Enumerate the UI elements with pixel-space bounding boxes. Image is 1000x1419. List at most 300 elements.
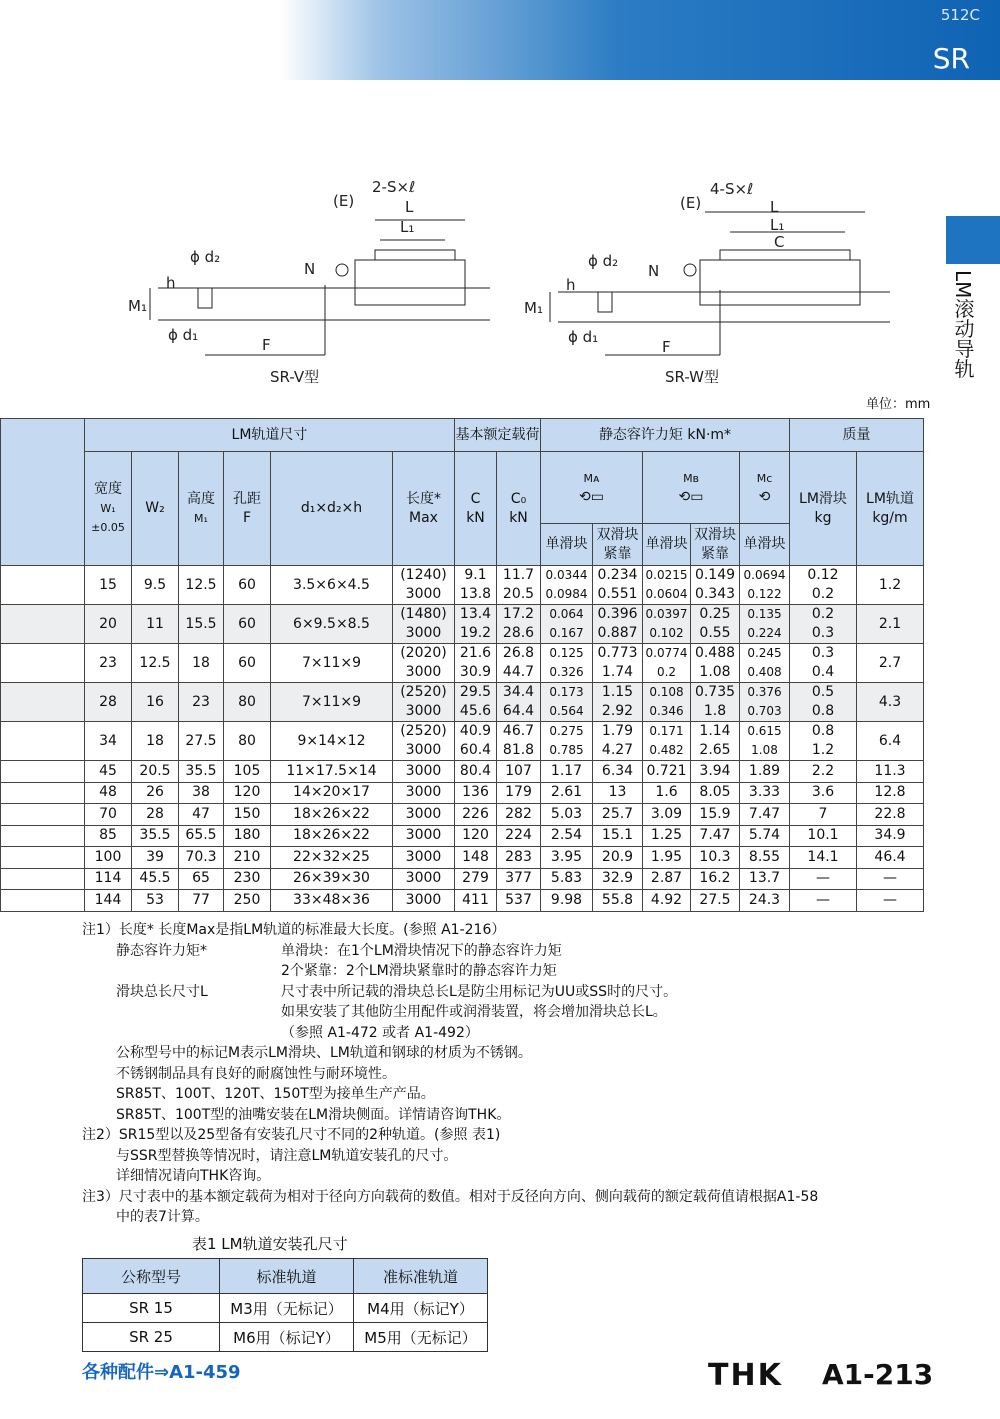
- table-cell: 25.7: [593, 804, 643, 826]
- cell-f: 80: [224, 683, 271, 722]
- cell-len: (1480): [393, 605, 455, 625]
- table-row: [1, 782, 924, 804]
- label-f: F: [262, 336, 271, 354]
- cell-mc: 0.224: [740, 624, 790, 644]
- table-cell: 11×17.5×14: [271, 761, 393, 783]
- cell-dh: 9×14×12: [271, 722, 393, 761]
- table-cell: 3.95: [541, 847, 593, 869]
- table-cell: 32.9: [593, 868, 643, 890]
- cell-w2: 9.5: [132, 566, 179, 605]
- table-cell: 2.87: [643, 868, 691, 890]
- note-3b: 中的表7计算。: [116, 1209, 209, 1225]
- caption-sr-w: SR-W型: [665, 368, 719, 386]
- table-cell: 33×48×36: [271, 890, 393, 912]
- unit-label: 单位：mm: [866, 397, 931, 412]
- cell-w1: 23: [85, 644, 132, 683]
- note-material-3: SR85T、100T、120T、150T型为接单生产产品。: [116, 1086, 435, 1102]
- table-cell: 20.5: [132, 761, 179, 783]
- table-cell: —: [790, 890, 857, 912]
- note-2: 注2）SR15型以及25型备有安装孔尺寸不同的2种轨道。(参照 表1): [82, 1127, 501, 1143]
- cell-mc: 1.08: [740, 741, 790, 761]
- table-cell: 1.25: [643, 825, 691, 847]
- cell-mb2: 1.14: [691, 722, 740, 742]
- note-1: 注1）长度* 长度Max是指LM轨道的标准最大长度。(参照 A1-216）: [82, 922, 506, 938]
- label-d2: ϕ d₂: [190, 248, 221, 266]
- table-cell: 105: [224, 761, 271, 783]
- label-e: (E): [333, 192, 355, 210]
- table-cell: 38: [179, 782, 224, 804]
- label-e: (E): [680, 194, 702, 212]
- cell-rail: 2.7: [857, 644, 924, 683]
- margin-cell: [1, 890, 85, 912]
- table1-title: 表1 LM轨道安装孔尺寸: [192, 1235, 348, 1253]
- t1-head-standard: 标准轨道: [220, 1259, 354, 1294]
- cell-ma1: 0.125: [541, 644, 593, 664]
- table-row: [1, 566, 924, 586]
- cell-ma1: 0.785: [541, 741, 593, 761]
- side-tab-marker: [946, 216, 1000, 264]
- table-cell: 230: [224, 868, 271, 890]
- table-cell: 114: [85, 868, 132, 890]
- cell-mb2: 0.343: [691, 585, 740, 605]
- note-moment-title: 静态容许力矩*: [116, 942, 207, 959]
- table-cell: 136: [455, 782, 497, 804]
- ma-label: Mᴀ: [583, 471, 600, 485]
- sub-mb-single: 单滑块: [643, 524, 691, 566]
- table-cell: 65.5: [179, 825, 224, 847]
- col-c-unit: kN: [466, 509, 485, 526]
- table-cell: 537: [497, 890, 541, 912]
- cell-c: 29.5: [455, 683, 497, 703]
- t1-head-semi: 准标准轨道: [354, 1259, 488, 1294]
- table-cell: 9.98: [541, 890, 593, 912]
- col-w1-unit: W₁ ±0.05: [91, 502, 125, 534]
- diagram-sr-w: [520, 170, 900, 390]
- cell-dh: 3.5×6×4.5: [271, 566, 393, 605]
- table-cell: 15.1: [593, 825, 643, 847]
- table-cell: 279: [455, 868, 497, 890]
- table-cell: 3.6: [790, 782, 857, 804]
- table-cell: 1.89: [740, 761, 790, 783]
- cell-rail: 2.1: [857, 605, 924, 644]
- label-c: C: [774, 233, 785, 251]
- note-length-title: 滑块总长尺寸L: [116, 983, 208, 1000]
- cell-f: 80: [224, 722, 271, 761]
- cell-ma1: 0.564: [541, 702, 593, 722]
- table-cell: —: [857, 868, 924, 890]
- table-row: [1, 804, 924, 826]
- group-rail-dims: LM轨道尺寸: [85, 419, 455, 452]
- table-cell: 14.1: [790, 847, 857, 869]
- label-f: F: [662, 338, 671, 356]
- cell-w2: 16: [132, 683, 179, 722]
- cell-len: (2020): [393, 644, 455, 664]
- table-cell: 35.5: [179, 761, 224, 783]
- cell-ma2: 0.773: [593, 644, 643, 664]
- cell-mb1: 0.0604: [643, 585, 691, 605]
- margin-cell: [1, 825, 85, 847]
- note-2b: 与SSR型替换等情况时，请注意LM轨道安装孔的尺寸。: [116, 1147, 458, 1164]
- table-cell: 24.3: [740, 890, 790, 912]
- header-bar: [0, 0, 1000, 80]
- table-cell: 14×20×17: [271, 782, 393, 804]
- label-s: 4-S×ℓ: [710, 180, 754, 198]
- table-cell: 10.1: [790, 825, 857, 847]
- col-w1: [85, 452, 132, 566]
- cell-mb1: 0.482: [643, 741, 691, 761]
- cell-mb2: 1.8: [691, 702, 740, 722]
- note-length-1: 尺寸表中所记载的滑块总长L是防尘用标记为UU或SS时的尺寸。: [281, 983, 678, 1000]
- table-cell: 4.92: [643, 890, 691, 912]
- table-cell: 8.55: [740, 847, 790, 869]
- col-rail-unit: kg/m: [872, 509, 908, 526]
- cell-ma1: 0.326: [541, 663, 593, 683]
- cell-c: 30.9: [455, 663, 497, 683]
- col-block-label: LM滑块: [799, 490, 847, 507]
- cell-mb2: 0.735: [691, 683, 740, 703]
- cell-c0: 81.8: [497, 741, 541, 761]
- table-cell: 3000: [393, 825, 455, 847]
- cell-blk: 0.3: [790, 624, 857, 644]
- table-cell: 20.9: [593, 847, 643, 869]
- cell-w2: 12.5: [132, 644, 179, 683]
- table-cell: 55.8: [593, 890, 643, 912]
- col-m1-label: 高度: [187, 490, 215, 507]
- cell-m1: 23: [179, 683, 224, 722]
- t1-cell: SR 25: [83, 1323, 220, 1352]
- col-length-unit: Max: [409, 509, 438, 526]
- cell-w2: 18: [132, 722, 179, 761]
- margin-cell: [1, 782, 85, 804]
- label-d1: ϕ d₁: [168, 326, 199, 344]
- table-cell: 3000: [393, 782, 455, 804]
- cell-len: (2520): [393, 722, 455, 742]
- table-cell: 226: [455, 804, 497, 826]
- note-3: 注3）尺寸表中的基本额定载荷为相对于径向方向载荷的数值。相对于反径向方向、侧向载荷的额定载荷值请根据A1-58: [82, 1188, 819, 1205]
- table-cell: 1.17: [541, 761, 593, 783]
- table-cell: 80.4: [455, 761, 497, 783]
- table-cell: 3000: [393, 868, 455, 890]
- cell-f: 60: [224, 566, 271, 605]
- table-cell: 5.83: [541, 868, 593, 890]
- col-m1-unit: M₁: [194, 511, 208, 525]
- margin-cell: [1, 722, 85, 761]
- mc-rotation-icon: ⟲: [758, 488, 771, 505]
- table-cell: 1.95: [643, 847, 691, 869]
- table-cell: 45.5: [132, 868, 179, 890]
- table-cell: 3000: [393, 761, 455, 783]
- cell-m1: 15.5: [179, 605, 224, 644]
- table-cell: 2.54: [541, 825, 593, 847]
- table-row: [1, 683, 924, 703]
- table-cell: 150: [224, 804, 271, 826]
- cell-blk: 0.5: [790, 683, 857, 703]
- cell-c: 40.9: [455, 722, 497, 742]
- cell-blk: 0.4: [790, 663, 857, 683]
- col-length: [393, 452, 455, 566]
- label-d1: ϕ d₁: [568, 328, 599, 346]
- table-row: [1, 847, 924, 869]
- label-m1: M₁: [128, 297, 147, 315]
- note-length-3: （参照 A1-472 或者 A1-492）: [281, 1024, 479, 1041]
- table-cell: 18×26×22: [271, 825, 393, 847]
- cell-mb2: 0.488: [691, 644, 740, 664]
- table-cell: 2.2: [790, 761, 857, 783]
- table-cell: 282: [497, 804, 541, 826]
- table-cell: 283: [497, 847, 541, 869]
- cell-c: 21.6: [455, 644, 497, 664]
- cell-c0: 44.7: [497, 663, 541, 683]
- col-dh: d₁×d₂×h: [271, 452, 393, 566]
- table-cell: 1.6: [643, 782, 691, 804]
- table-row: [1, 605, 924, 625]
- cell-mb1: 0.0774: [643, 644, 691, 664]
- table-cell: 65: [179, 868, 224, 890]
- t1-cell: M5用（无标记）: [354, 1323, 488, 1352]
- cell-mc: 0.245: [740, 644, 790, 664]
- caption-sr-v: SR-V型: [270, 368, 320, 386]
- accessories-link[interactable]: 各种配件⇒A1-459: [82, 1362, 241, 1383]
- table1: [82, 1258, 488, 1352]
- cell-mb1: 0.346: [643, 702, 691, 722]
- table-cell: 7: [790, 804, 857, 826]
- col-c-label: C: [470, 490, 481, 507]
- cell-len: 3000: [393, 741, 455, 761]
- cell-len: 3000: [393, 663, 455, 683]
- table-cell: 250: [224, 890, 271, 912]
- label-n: N: [648, 262, 660, 280]
- label-h: h: [166, 274, 176, 292]
- spec-table: [0, 418, 924, 912]
- margin-cell: [1, 644, 85, 683]
- t1-head-model: 公称型号: [83, 1259, 220, 1294]
- cell-ma2: 0.887: [593, 624, 643, 644]
- label-d2: ϕ d₂: [588, 252, 619, 270]
- col-c0-label: C₀: [510, 490, 527, 507]
- t1-cell: M4用（标记Y）: [354, 1294, 488, 1323]
- cell-blk: 0.2: [790, 605, 857, 625]
- cell-dh: 6×9.5×8.5: [271, 605, 393, 644]
- cell-f: 60: [224, 605, 271, 644]
- cell-mc: 0.408: [740, 663, 790, 683]
- col-f-unit: F: [242, 509, 252, 526]
- cell-c0: 26.8: [497, 644, 541, 664]
- table-cell: 411: [455, 890, 497, 912]
- cell-ma2: 0.551: [593, 585, 643, 605]
- cell-c0: 28.6: [497, 624, 541, 644]
- col-rail-label: LM轨道: [866, 490, 914, 507]
- cell-w1: 20: [85, 605, 132, 644]
- sub-ma-single: 单滑块: [541, 524, 593, 566]
- table-cell: —: [790, 868, 857, 890]
- cell-m1: 12.5: [179, 566, 224, 605]
- table-cell: 180: [224, 825, 271, 847]
- col-length-label: 长度*: [406, 490, 441, 507]
- table-cell: 120: [224, 782, 271, 804]
- t1-row: [83, 1294, 488, 1323]
- col-ma: [541, 452, 643, 524]
- cell-ma2: 0.234: [593, 566, 643, 586]
- table-cell: 16.2: [691, 868, 740, 890]
- table-cell: 144: [85, 890, 132, 912]
- table-cell: 45: [85, 761, 132, 783]
- table-cell: 13.7: [740, 868, 790, 890]
- cell-c0: 34.4: [497, 683, 541, 703]
- cell-mb2: 0.149: [691, 566, 740, 586]
- cell-blk: 0.12: [790, 566, 857, 586]
- table-cell: 28: [132, 804, 179, 826]
- cell-ma1: 0.064: [541, 605, 593, 625]
- table-row: [1, 868, 924, 890]
- cell-c0: 46.7: [497, 722, 541, 742]
- cell-mc: 0.122: [740, 585, 790, 605]
- sub-mc-single: 单滑块: [740, 524, 790, 566]
- cell-ma2: 4.27: [593, 741, 643, 761]
- table-cell: 85: [85, 825, 132, 847]
- cell-rail: 4.3: [857, 683, 924, 722]
- note-2c: 详细情况请向THK咨询。: [116, 1168, 271, 1184]
- table-cell: 48: [85, 782, 132, 804]
- col-c: [455, 452, 497, 566]
- table-cell: 15.9: [691, 804, 740, 826]
- cell-mb2: 2.65: [691, 741, 740, 761]
- table-row: [1, 890, 924, 912]
- cell-rail: 1.2: [857, 566, 924, 605]
- cell-w2: 11: [132, 605, 179, 644]
- cell-mb1: 0.108: [643, 683, 691, 703]
- margin-cell: [1, 566, 85, 605]
- t1-cell: M6用（标记Y）: [220, 1323, 354, 1352]
- table-cell: 22×32×25: [271, 847, 393, 869]
- table-cell: 100: [85, 847, 132, 869]
- cell-ma2: 1.15: [593, 683, 643, 703]
- cell-dh: 7×11×9: [271, 644, 393, 683]
- table-cell: 70.3: [179, 847, 224, 869]
- cell-dh: 7×11×9: [271, 683, 393, 722]
- cell-blk: 1.2: [790, 741, 857, 761]
- cell-m1: 18: [179, 644, 224, 683]
- cell-mb2: 0.55: [691, 624, 740, 644]
- cell-blk: 0.8: [790, 702, 857, 722]
- table-row: [1, 761, 924, 783]
- table-cell: 10.3: [691, 847, 740, 869]
- table-cell: 148: [455, 847, 497, 869]
- note-moment-2: 2个紧靠：2个LM滑块紧靠时的静态容许力矩: [281, 963, 557, 979]
- cell-w1: 15: [85, 566, 132, 605]
- table-cell: 3.09: [643, 804, 691, 826]
- margin-cell: [1, 847, 85, 869]
- margin-cell: [1, 683, 85, 722]
- cell-ma1: 0.0984: [541, 585, 593, 605]
- col-w2: W₂: [132, 452, 179, 566]
- table-cell: 53: [132, 890, 179, 912]
- series-title: SR: [932, 42, 970, 75]
- cell-ma2: 2.92: [593, 702, 643, 722]
- col-f: [224, 452, 271, 566]
- cell-f: 60: [224, 644, 271, 683]
- table-cell: 7.47: [740, 804, 790, 826]
- cell-ma1: 0.167: [541, 624, 593, 644]
- thk-logo: THK: [708, 1358, 783, 1393]
- cell-mb1: 0.171: [643, 722, 691, 742]
- margin-cell: [1, 804, 85, 826]
- cell-mc: 0.615: [740, 722, 790, 742]
- sub-mb-double: 双滑块紧靠: [691, 524, 740, 566]
- cell-ma2: 1.74: [593, 663, 643, 683]
- cell-mb1: 0.2: [643, 663, 691, 683]
- table-cell: 5.03: [541, 804, 593, 826]
- group-moment: 静态容许力矩 kN·m*: [541, 419, 790, 452]
- table-cell: —: [857, 890, 924, 912]
- table-cell: 39: [132, 847, 179, 869]
- side-tab-label: LM滚动导轨: [951, 270, 975, 379]
- col-mc: [740, 452, 790, 524]
- table-cell: 0.721: [643, 761, 691, 783]
- cell-mc: 0.376: [740, 683, 790, 703]
- cell-blk: 0.2: [790, 585, 857, 605]
- mb-rotation-icon: ⟲▭: [678, 488, 704, 505]
- table-cell: 12.8: [857, 782, 924, 804]
- table-cell: 70: [85, 804, 132, 826]
- cell-c: 9.1: [455, 566, 497, 586]
- table-cell: 34.9: [857, 825, 924, 847]
- group-mass: 质量: [790, 419, 924, 452]
- cell-w1: 34: [85, 722, 132, 761]
- table-row: [1, 722, 924, 742]
- table-cell: 7.47: [691, 825, 740, 847]
- label-l1: L₁: [770, 216, 785, 234]
- page-number: A1-213: [822, 1358, 934, 1391]
- label-s: 2-S×ℓ: [372, 178, 416, 196]
- note-material-4: SR85T、100T型的油嘴安装在LM滑块侧面。详情请咨询THK。: [116, 1106, 511, 1123]
- label-h: h: [566, 276, 576, 294]
- table-cell: 3.33: [740, 782, 790, 804]
- col-block-unit: kg: [814, 509, 832, 526]
- cell-c: 60.4: [455, 741, 497, 761]
- cell-w1: 28: [85, 683, 132, 722]
- diagram-sr-v: [120, 170, 500, 390]
- table-cell: 46.4: [857, 847, 924, 869]
- ma-rotation-icon: ⟲▭: [579, 488, 604, 505]
- cell-mc: 0.135: [740, 605, 790, 625]
- cell-len: 3000: [393, 702, 455, 722]
- table-cell: 35.5: [132, 825, 179, 847]
- table-cell: 3000: [393, 890, 455, 912]
- col-c0: [497, 452, 541, 566]
- cell-m1: 27.5: [179, 722, 224, 761]
- table-cell: 210: [224, 847, 271, 869]
- table-cell: 8.05: [691, 782, 740, 804]
- table-cell: 13: [593, 782, 643, 804]
- table-cell: 107: [497, 761, 541, 783]
- table-cell: 3000: [393, 847, 455, 869]
- table-cell: 179: [497, 782, 541, 804]
- table-cell: 18×26×22: [271, 804, 393, 826]
- notes-block: [82, 920, 942, 1228]
- cell-ma1: 0.275: [541, 722, 593, 742]
- table-cell: 3.94: [691, 761, 740, 783]
- cell-ma2: 1.79: [593, 722, 643, 742]
- cell-mb1: 0.0215: [643, 566, 691, 586]
- note-length-2: 如果安装了其他防尘用配件或润滑装置，将会增加滑块总长L。: [281, 1004, 667, 1020]
- note-moment-1: 单滑块：在1个LM滑块情况下的静态容许力矩: [281, 942, 562, 959]
- cell-len: 3000: [393, 624, 455, 644]
- table-cell: 377: [497, 868, 541, 890]
- table-cell: 120: [455, 825, 497, 847]
- t1-row: [83, 1323, 488, 1352]
- cell-c0: 64.4: [497, 702, 541, 722]
- col-block-mass: [790, 452, 857, 566]
